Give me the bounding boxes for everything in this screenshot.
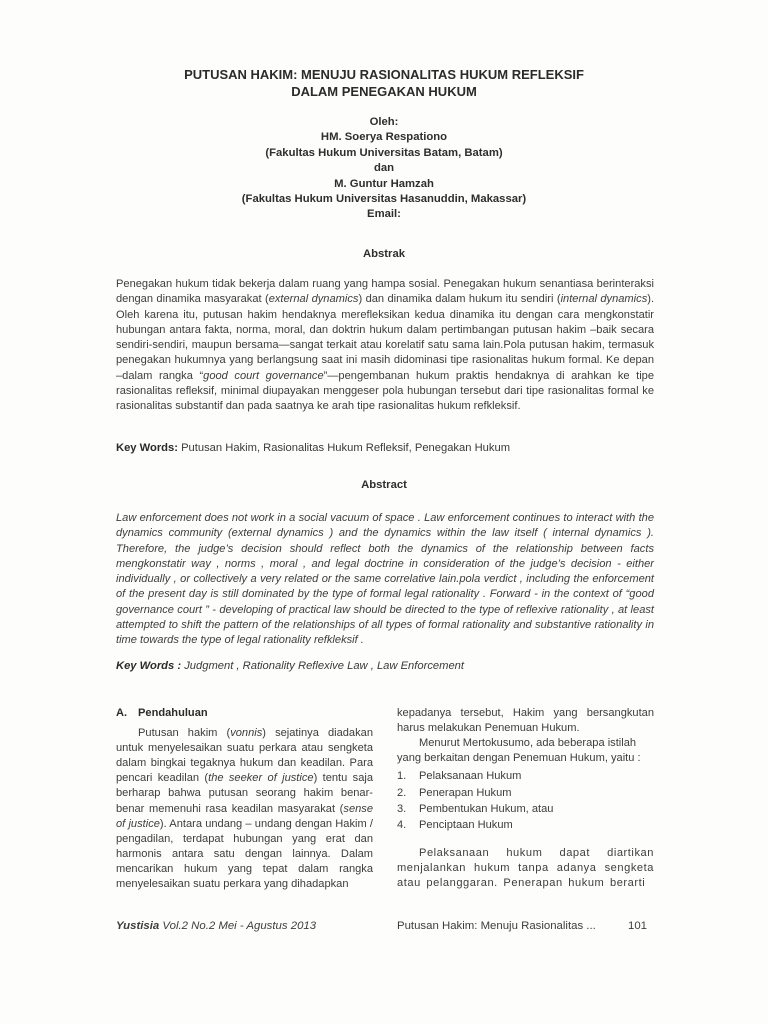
abstrak-text-2: ) dan dinamika dalam hukum itu sendiri (	[358, 293, 561, 306]
title-line-2: DALAM PENEGAKAN HUKUM	[291, 84, 477, 99]
section-a-text-1: Putusan hakim (	[138, 727, 231, 740]
list-text: Pelaksanaan Hukum	[419, 770, 522, 783]
section-a-title: Pendahuluan	[138, 707, 208, 719]
abstrak-heading: Abstrak	[362, 248, 406, 260]
list-text: Pembentukan Hukum, atau	[419, 802, 554, 815]
menurut-paragraph: Menurut Mertokusumo, ada beberapa istilah yang berkaitan dengan Penemuan Hukum, yaitu :	[397, 737, 641, 765]
footer-journal-info	[116, 920, 316, 932]
author-1-name: HM. Soerya Respationo	[320, 131, 448, 144]
abstrak-text-1: Penegakan hukum tidak bekerja dalam ruang yang hampa sosial. Penegakan hukum senantiasa berinteraksi dengan dinamika masyarakat (	[116, 278, 654, 306]
section-a-text-2: ) sejatinya diadakan untuk menyelesaikan suatu perkara atau sengketa dalam bingkai tegaknya hukum dan keadilan. Para pencari keadilan (	[116, 727, 373, 785]
author-2-affiliation: (Fakultas Hukum Universitas Hasanuddin, Makassar)	[241, 193, 527, 206]
abstract-heading: Abstract	[361, 479, 407, 491]
author-block	[90, 115, 678, 223]
author-2-name: M. Guntur Hamzah	[334, 177, 434, 190]
section-a-em-3: sense of justice	[116, 802, 373, 830]
list-item	[397, 817, 654, 833]
byline-email: Email:	[367, 208, 401, 221]
body-left-column	[116, 706, 373, 892]
list-number: 4.	[397, 819, 407, 832]
list-item	[397, 768, 654, 784]
abstrak-paragraph	[116, 277, 654, 415]
section-a-letter: A.	[116, 707, 128, 719]
footer-running-title: Putusan Hakim: Menuju Rasionalitas ...	[397, 920, 596, 932]
journal-volume: Vol.2 No.2 Mei - Agustus 2013	[159, 920, 317, 932]
pelaksanaan-paragraph: Pelaksanaan hukum dapat diartikan menjalankan hukum tanpa adanya sengketa atau pelanggaran. Penerapan hukum berarti	[397, 846, 654, 889]
list-number: 2.	[397, 786, 407, 799]
byline-dan: dan	[373, 162, 395, 175]
keywords-id-label: Key Words:	[116, 442, 178, 454]
abstrak-em-2: internal dynamics	[560, 293, 648, 306]
section-a-heading	[116, 706, 373, 721]
section-a-text-4: ). Antara undang – undang dengan Hakim / pengadilan, terdapat hubungan yang erat dan harmonis antara satu dengan lainnya. Dalam mencarikan hukum yang tepat dalam rangka menyelesaikan suatu perkara yang dihadapkan	[116, 817, 374, 891]
list-text: Penerapan Hukum	[419, 786, 512, 799]
abstrak-em-3: good court governance	[203, 369, 324, 382]
section-a-em-2: the seeker of justice	[208, 772, 314, 785]
page-number: 101	[628, 920, 648, 932]
list-text: Penciptaan Hukum	[419, 819, 513, 832]
penemuan-hukum-list	[397, 768, 654, 833]
paper-title	[90, 66, 678, 100]
keywords-english	[116, 660, 654, 672]
abstract-paragraph: Law enforcement does not work in a social vacuum of space . Law enforcement continues to interact with the dynamics community (external dynamics ) and the dynamics within the law itself ( internal dynamics ). Therefore, the judge’s decision should reflect both the dynamics of the relationship between facts mengkonstatir way , norms , moral , and legal doctrine in consideration of the judge’s decision - either individually , or collectively a very related or the same correlative lain.pola verdict , including the enforcement of the present day is still dominated by the type of formal legal rationality . Forward - in the context of “good governance court ” - developing of practical law should be directed to the type of reflexive rationality , at least attempted to shift the pattern of the relationships of all types of formal rationality and substantive rationality in time towards the type of legal rationality refkleksif .	[116, 512, 654, 647]
byline-oleh: Oleh:	[369, 116, 399, 128]
keywords-indonesian	[116, 442, 654, 454]
list-item	[397, 785, 654, 801]
list-number: 3.	[397, 802, 407, 815]
section-a-text-3: ) tentu saja berharap bahwa putusan seorang hakim benar-benar memenuhi rasa keadilan masyarakat (	[116, 772, 373, 815]
abstrak-em-1: external dynamics	[268, 293, 359, 306]
keywords-id-text: Putusan Hakim, Rasionalitas Hukum Refleksif, Penegakan Hukum	[181, 442, 511, 454]
list-number: 1.	[397, 770, 407, 783]
section-a-paragraph	[116, 726, 373, 892]
journal-name: Yustisia	[116, 920, 160, 932]
abstrak-text-4: ”—pengembanan hukum praktis hendaknya di arahkan ke tipe rasionalitas refleksif, minimal diupayakan menggeser pola hubungan tersebut dari tipe rasionalitas formal ke rasionalitas substantif dan pada saatnya ke arah tipe rasionalitas hukum refkleksif.	[116, 369, 654, 413]
title-line-1: PUTUSAN HAKIM: MENUJU RASIONALITAS HUKUM REFLEKSIF	[184, 67, 584, 82]
keywords-en-label: Key Words :	[116, 660, 182, 672]
list-item	[397, 801, 654, 817]
section-a-em-1: vonnis	[230, 727, 263, 740]
body-right-column	[397, 706, 654, 891]
author-1-affiliation: (Fakultas Hukum Universitas Batam, Batam)	[265, 146, 503, 159]
continuation-paragraph: kepadanya tersebut, Hakim yang bersangkutan harus melakukan Penemuan Hukum.	[397, 707, 654, 735]
abstrak-text-3: ). Oleh karena itu, putusan hakim hendaknya merefleksikan kedua dinamika itu dengan cara mengkonstatir hubungan antara fakta, norma, moral, dan doktrin hukum dalam pertimbangan putusan hakim –baik secara sendiri-sendiri, maupun bersama—sangat terkait atau korelatif satu sama lain.Pola putusan hakim, termasuk penegakan hukumnya yang berlangsung saat ini masih didominasi tipe rasionalitas hukum formal. Ke depan –dalam rangka “	[116, 293, 655, 382]
keywords-en-text: Judgment , Rationality Reflexive Law , Law Enforcement	[184, 660, 465, 672]
